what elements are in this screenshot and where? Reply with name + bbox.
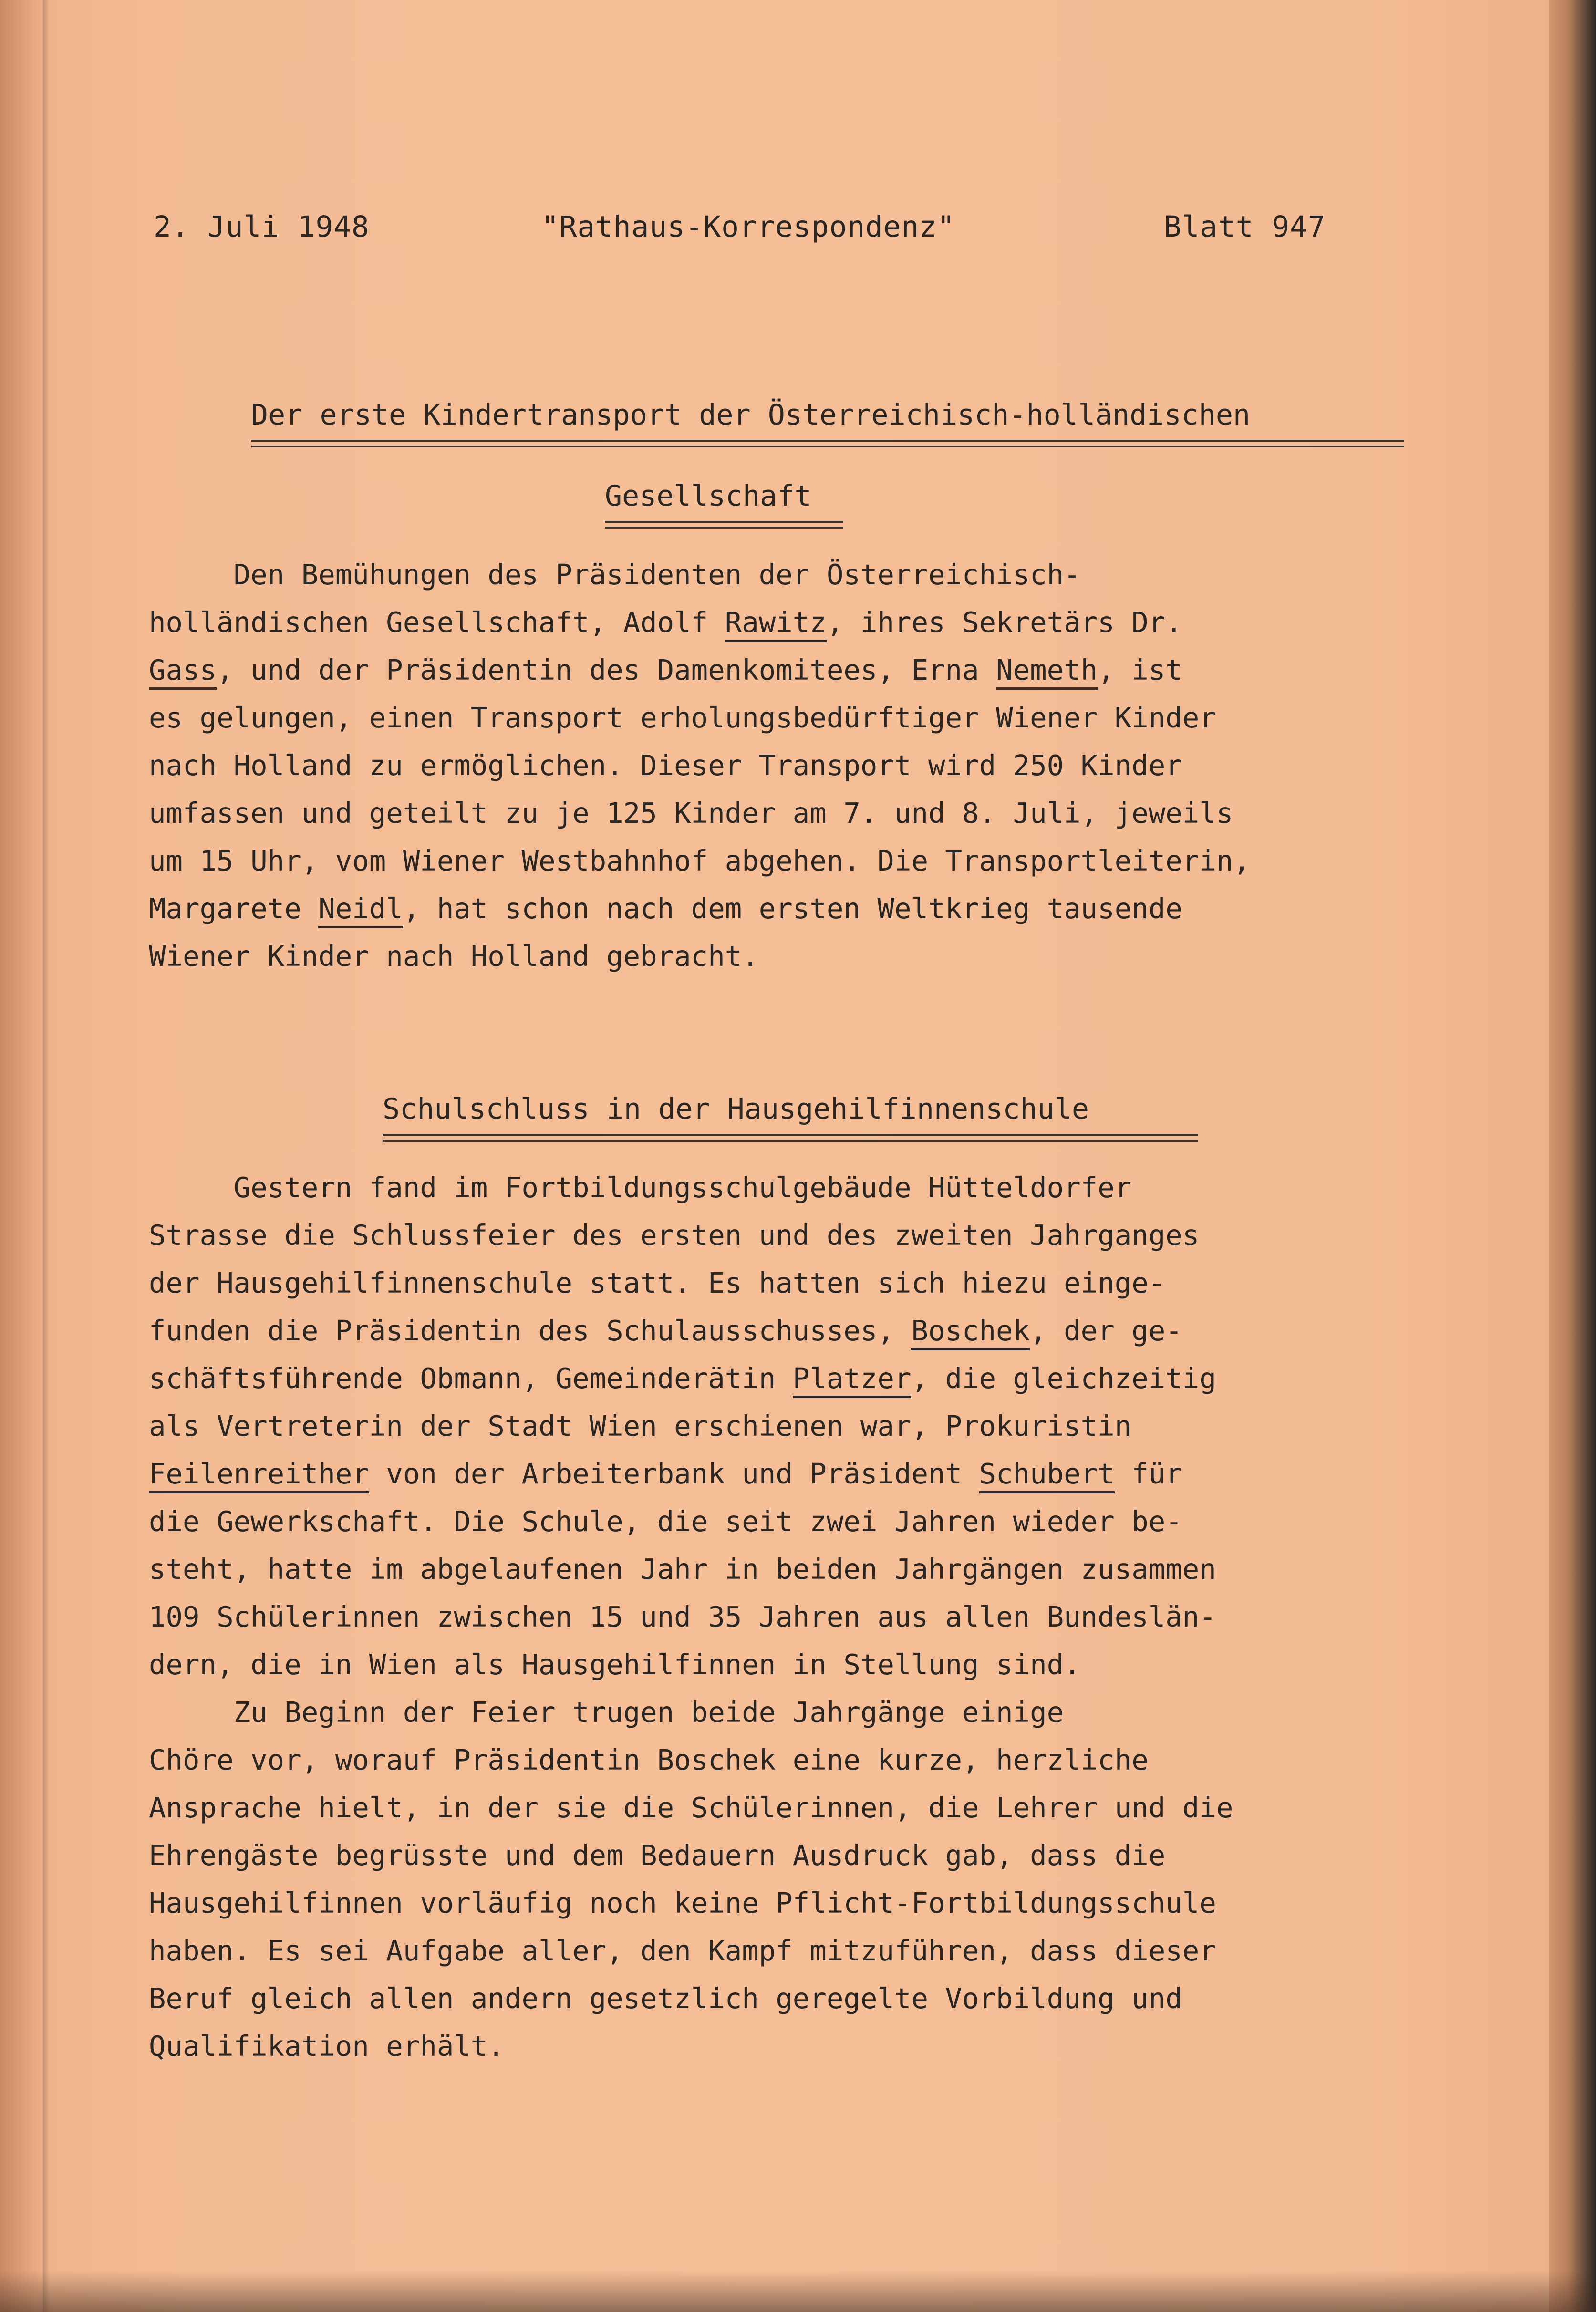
article2-line-10 [149, 1600, 1216, 1633]
text-segment: , ist [1098, 653, 1182, 686]
article2-line-4 [149, 1314, 1182, 1347]
text-segment: Beruf gleich allen andern gesetzlich geregelte Vorbildung und [149, 1982, 1182, 2015]
article2-title: Schulschluss in der Hausgehilfinnenschule [383, 1092, 1089, 1126]
text-segment: umfassen und geteilt zu je 125 Kinder am 7. und 8. Juli, jeweils [149, 797, 1233, 829]
underlined-name: Platzer [793, 1362, 912, 1398]
article2-line-17 [149, 1934, 1216, 1967]
text-segment: holländischen Gesellschaft, Adolf [149, 606, 725, 639]
article2-line-18 [149, 1982, 1182, 2015]
text-segment: 109 Schülerinnen zwischen 15 und 35 Jahren aus allen Bundeslän- [149, 1600, 1216, 1633]
text-segment: Margarete [149, 892, 319, 925]
text-segment: , ihres Sekretärs Dr. [826, 606, 1182, 639]
text-segment: Chöre vor, worauf Präsidentin Boschek eine kurze, herzliche [149, 1743, 1149, 1776]
text-segment: dern, die in Wien als Hausgehilfinnen in Stellung sind. [149, 1648, 1081, 1681]
article1-subtitle-double-rule [605, 521, 843, 523]
article2-line-16 [149, 1887, 1216, 1919]
article1-line-5 [149, 749, 1182, 782]
text-segment: Gestern fand im Fortbildungsschulgebäude Hütteldorfer [149, 1171, 1132, 1204]
article2-line-14 [149, 1791, 1233, 1824]
text-segment: Zu Beginn der Feier trugen beide Jahrgänge einige [149, 1696, 1064, 1729]
article1-line-1 [149, 558, 1081, 591]
text-segment: steht, hatte im abgelaufenen Jahr in beiden Jahrgängen zusammen [149, 1553, 1216, 1586]
article2-title-double-rule [383, 1134, 1198, 1136]
text-segment: Den Bemühungen des Präsidenten der Österreichisch- [149, 558, 1081, 591]
article1-title-double-rule [251, 440, 1404, 442]
article1-title-line1: Der erste Kindertransport der Österreichisch-holländischen [251, 398, 1251, 432]
text-segment: funden die Präsidentin des Schulausschusses, [149, 1314, 912, 1347]
article2-line-15 [149, 1839, 1165, 1872]
text-segment: Qualifikation erhält. [149, 2030, 505, 2063]
page-right-edge [1549, 0, 1596, 2312]
article2-line-5 [149, 1362, 1216, 1395]
underlined-name: Gass [149, 653, 217, 690]
page-binding-edge [0, 0, 43, 2312]
text-segment: um 15 Uhr, vom Wiener Westbahnhof abgehen. Die Transportleiterin, [149, 844, 1250, 877]
text-segment: , und der Präsidentin des Damenkomitees, Erna [217, 653, 996, 686]
article1-line-8 [149, 892, 1182, 925]
header-publication: "Rathaus-Korrespondenz" [541, 210, 955, 244]
text-segment: schäftsführende Obmann, Gemeinderätin [149, 1362, 793, 1395]
text-segment: , hat schon nach dem ersten Weltkrieg tausende [403, 892, 1182, 925]
underlined-name: Schubert [979, 1457, 1115, 1493]
article2-line-11 [149, 1648, 1081, 1681]
article2-line-19 [149, 2030, 505, 2063]
article1-title-line2: Gesellschaft [605, 479, 812, 513]
underlined-name: Feilenreither [149, 1457, 369, 1493]
header-date: 2. Juli 1948 [154, 210, 370, 244]
text-segment: es gelungen, einen Transport erholungsbedürftiger Wiener Kinder [149, 701, 1216, 734]
article2-line-8 [149, 1505, 1182, 1538]
text-segment: Wiener Kinder nach Holland gebracht. [149, 940, 759, 973]
text-segment: als Vertreterin der Stadt Wien erschienen war, Prokuristin [149, 1410, 1132, 1442]
article2-line-2 [149, 1219, 1199, 1252]
text-segment: von der Arbeiterbank und Präsident [369, 1457, 979, 1490]
article2-line-6 [149, 1410, 1131, 1442]
text-segment: die Gewerkschaft. Die Schule, die seit zwei Jahren wieder be- [149, 1505, 1182, 1538]
article2-line-7 [149, 1457, 1182, 1490]
article2-line-9 [149, 1553, 1216, 1586]
article1-line-6 [149, 797, 1233, 829]
article2-line-1 [149, 1171, 1131, 1204]
text-segment: haben. Es sei Aufgabe aller, den Kampf mitzuführen, dass dieser [149, 1934, 1216, 1967]
binding-shadow [43, 0, 50, 2312]
article1-line-4 [149, 701, 1216, 734]
article2-line-12 [149, 1696, 1064, 1729]
underlined-name: Nemeth [996, 653, 1098, 690]
text-segment: für [1114, 1457, 1182, 1490]
article1-line-3 [149, 653, 1182, 686]
text-segment: Ansprache hielt, in der sie die Schülerinnen, die Lehrer und die [149, 1791, 1233, 1824]
underlined-name: Rawitz [725, 606, 827, 642]
article2-line-3 [149, 1266, 1165, 1299]
underlined-name: Neidl [318, 892, 403, 928]
text-segment: , der ge- [1030, 1314, 1182, 1347]
article1-line-9 [149, 940, 759, 973]
header-sheet-number: Blatt 947 [1164, 210, 1326, 244]
article2-line-13 [149, 1743, 1149, 1776]
article1-line-7 [149, 844, 1250, 877]
page-bottom-edge [0, 2271, 1596, 2312]
text-segment: Hausgehilfinnen vorläufig noch keine Pflicht-Fortbildungsschule [149, 1887, 1216, 1919]
text-segment: Ehrengäste begrüsste und dem Bedauern Ausdruck gab, dass die [149, 1839, 1166, 1872]
text-segment: der Hausgehilfinnenschule statt. Es hatten sich hiezu einge- [149, 1266, 1166, 1299]
underlined-name: Boschek [911, 1314, 1030, 1350]
text-segment: nach Holland zu ermöglichen. Dieser Transport wird 250 Kinder [149, 749, 1182, 782]
article1-line-2 [149, 606, 1182, 639]
text-segment: Strasse die Schlussfeier des ersten und des zweiten Jahrganges [149, 1219, 1200, 1252]
text-segment: , die gleichzeitig [911, 1362, 1216, 1395]
